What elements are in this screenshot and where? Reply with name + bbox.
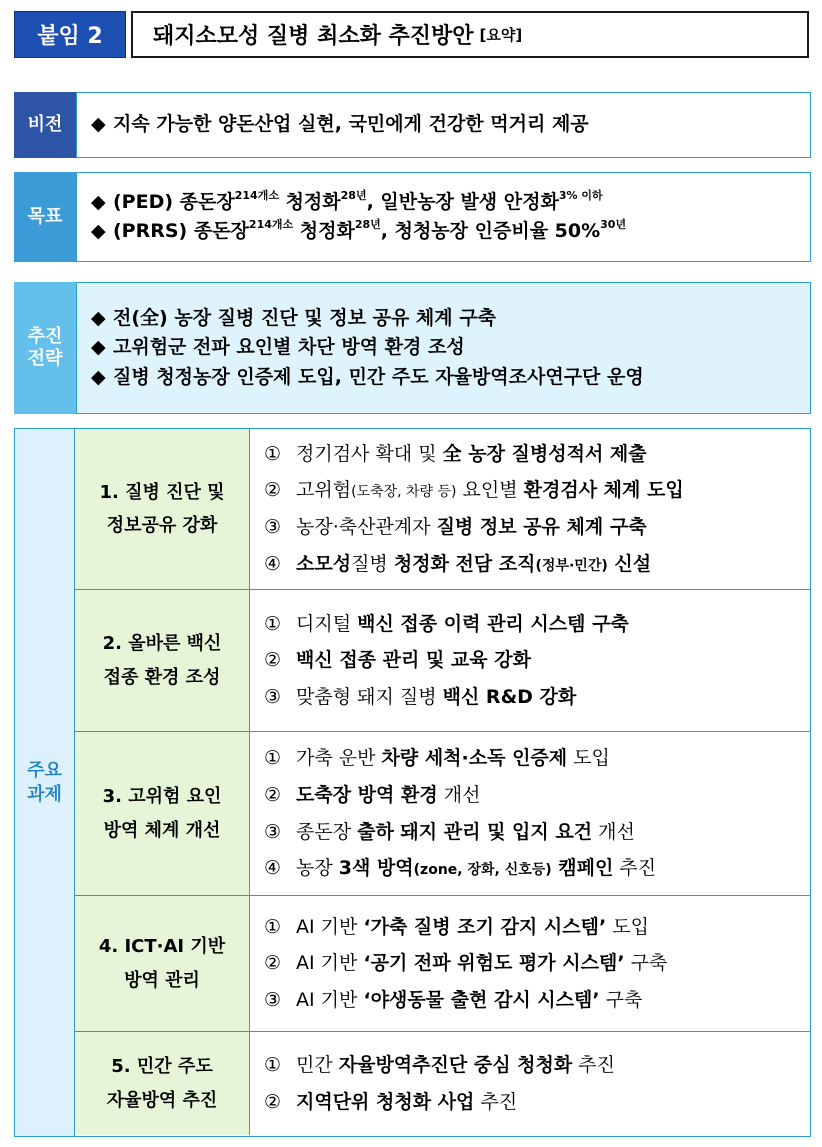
task-item-emphasis: 도축장 방역 환경 <box>296 783 438 806</box>
task-group-title-line: 5. 민간 주도 <box>111 1056 213 1078</box>
task-item-text: 종돈장 <box>296 820 358 843</box>
task-group-title-line: 3. 고위험 요인 <box>102 786 222 808</box>
goal-sup: 3% 이하 <box>558 188 603 202</box>
task-item-text: 구축 <box>624 952 668 975</box>
task-item-number: ① <box>264 747 282 770</box>
task-item <box>264 909 810 946</box>
key-tasks-label-line: 주요 <box>27 760 62 782</box>
task-item-text: 가축 운반 <box>296 747 382 770</box>
task-item <box>264 945 810 982</box>
task-item-number: ③ <box>264 820 282 843</box>
task-item-emphasis: 소모성 <box>296 552 352 575</box>
document-subtitle: [요약] <box>479 26 523 44</box>
goal-sup: 28년 <box>340 188 367 202</box>
task-group-title <box>75 429 250 589</box>
goal-sup: 28년 <box>354 218 381 231</box>
key-tasks-label-line: 과제 <box>27 783 62 805</box>
task-group-title <box>75 590 250 731</box>
task-group-title-line: 방역 관리 <box>124 969 200 991</box>
goal-text: 청정화 <box>278 190 341 213</box>
task-item-text: 개선 <box>437 783 481 806</box>
task-item <box>264 642 810 679</box>
task-item <box>264 546 810 583</box>
goal-sup: 30년 <box>600 218 627 231</box>
strategy-label <box>14 282 76 414</box>
goal-item <box>91 188 810 217</box>
strategy-text: 전(全) 농장 질병 진단 및 정보 공유 체계 구축 <box>113 306 496 329</box>
task-item-text: 요인별 <box>456 479 524 502</box>
diamond-bullet-icon: ◆ <box>91 306 106 329</box>
task-group-title <box>75 896 250 1031</box>
task-item <box>264 814 810 851</box>
vision-body <box>76 92 811 158</box>
task-item-emphasis: 출하 돼지 관리 및 입지 요건 <box>357 820 593 843</box>
goal-text: , 일반농장 발생 안정화 <box>366 190 559 213</box>
task-item-emphasis: 자율방역추진단 중심 청청화 <box>338 1053 573 1076</box>
goal-text: 청정화 <box>293 220 355 242</box>
strategy-text: 고위험군 전파 요인별 차단 방역 환경 조성 <box>113 336 465 359</box>
task-item-number: ④ <box>264 857 282 880</box>
task-item <box>264 777 810 814</box>
task-group-title-line: 정보공유 강화 <box>106 515 218 536</box>
goal-label: 목표 <box>14 172 76 262</box>
strategy-body <box>76 282 811 414</box>
task-item <box>264 472 810 509</box>
task-item-emphasis: 백신 R&D 강화 <box>442 685 577 708</box>
key-tasks-label <box>15 429 75 1136</box>
task-item-text: 도입 <box>606 915 649 938</box>
task-item-text: 민간 <box>296 1053 339 1076</box>
diamond-bullet-icon: ◆ <box>91 113 106 136</box>
task-item-number: ① <box>264 1053 282 1076</box>
vision-row <box>14 92 811 158</box>
task-group-title-line: 4. ICT·AI 기반 <box>98 936 226 958</box>
task-item <box>264 679 810 716</box>
attachment-badge: 붙임 2 <box>14 11 126 58</box>
task-item-emphasis: (정부·민간) <box>535 557 608 574</box>
diamond-bullet-icon: ◆ <box>91 365 106 388</box>
strategy-item <box>91 304 810 333</box>
goal-row <box>14 172 811 262</box>
task-item-emphasis: ‘야생동물 출현 감시 시스템’ <box>363 988 600 1011</box>
task-group-title-line: 방역 체계 개선 <box>103 819 221 841</box>
task-item-number: ② <box>264 649 282 672</box>
task-group <box>75 1031 810 1135</box>
task-item-number: ④ <box>264 552 282 575</box>
task-item <box>264 436 810 473</box>
task-item <box>264 509 810 546</box>
task-item-text: 추진 <box>613 857 657 880</box>
document-title: 돼지소모성 질병 최소화 추진방안 <box>153 24 474 49</box>
task-item <box>264 740 810 777</box>
task-group <box>75 895 810 1031</box>
task-item-number: ② <box>264 479 282 502</box>
strategy-text: 질병 청정농장 인증제 도입, 민간 주도 자율방역조사연구단 운영 <box>113 365 644 388</box>
diamond-bullet-icon: ◆ <box>91 190 106 213</box>
task-group-title-line: 2. 올바른 백신 <box>102 633 222 655</box>
task-item-text: 구축 <box>599 988 643 1011</box>
task-item-text: 디지털 <box>296 612 358 635</box>
task-item-emphasis: 3색 방역 <box>338 857 414 880</box>
task-item-text: 정기검사 확대 및 <box>296 442 443 465</box>
strategy-row <box>14 282 811 414</box>
task-item-text: 도입 <box>567 747 610 770</box>
task-item-emphasis: 질병 정보 공유 체계 구축 <box>436 516 647 538</box>
diamond-bullet-icon: ◆ <box>91 220 106 242</box>
strategy-label-line: 전략 <box>27 348 63 369</box>
task-item-number: ③ <box>264 685 282 708</box>
document-title-box <box>131 11 809 58</box>
task-item-number: ② <box>264 1090 282 1113</box>
task-item-emphasis: 청정화 전담 조직 <box>393 552 536 575</box>
goal-text: , 청청농장 인증비율 50% <box>380 220 601 242</box>
task-group-items <box>250 732 810 895</box>
diamond-bullet-icon: ◆ <box>91 336 106 359</box>
task-item-number: ③ <box>264 988 282 1011</box>
task-item-text: 농장 <box>296 857 339 880</box>
task-group <box>75 429 810 589</box>
strategy-item <box>91 333 810 362</box>
task-item-emphasis: (zone, 장화, 신호등) <box>413 862 552 879</box>
task-item-number: ① <box>264 442 282 465</box>
task-item-text: AI 기반 <box>296 952 364 975</box>
task-item-number: ③ <box>264 516 282 538</box>
task-item-emphasis: 지역단위 청청화 사업 <box>296 1090 475 1113</box>
task-item <box>264 850 810 887</box>
task-item-text: 농장·축산관계자 <box>296 516 437 538</box>
task-item <box>264 1047 810 1084</box>
task-item-emphasis: 캠페인 <box>551 857 614 880</box>
task-group-title <box>75 1032 250 1135</box>
task-group-items <box>250 1032 810 1135</box>
key-tasks-table <box>14 428 811 1137</box>
task-item-emphasis: 환경검사 체계 도입 <box>523 479 684 502</box>
task-group-title <box>75 732 250 895</box>
task-group <box>75 589 810 731</box>
task-item-emphasis: 백신 접종 이력 관리 시스템 구축 <box>357 612 629 635</box>
task-item-number: ② <box>264 952 282 975</box>
task-item-text: 개선 <box>592 820 635 843</box>
task-item-emphasis: ‘공기 전파 위험도 평가 시스템’ <box>363 952 625 975</box>
task-item-text: (도축장, 차량 등) <box>351 484 457 501</box>
task-item-number: ② <box>264 783 282 806</box>
goal-sup: 214개소 <box>248 218 294 231</box>
task-item-text: 추진 <box>572 1053 615 1076</box>
task-item <box>264 982 810 1019</box>
goal-item <box>91 217 810 246</box>
task-group-items <box>250 896 810 1031</box>
task-item-number: ① <box>264 612 282 635</box>
task-item <box>264 606 810 643</box>
task-item-emphasis: ‘가축 질병 조기 감지 시스템’ <box>363 915 607 938</box>
task-item-text: 추진 <box>474 1090 518 1113</box>
task-group-items <box>250 429 810 589</box>
task-group-items <box>250 590 810 731</box>
task-item-text: 맞춤형 돼지 질병 <box>296 685 443 708</box>
vision-text: 지속 가능한 양돈산업 실현, 국민에게 건강한 먹거리 제공 <box>113 113 589 136</box>
vision-label: 비전 <box>14 92 76 158</box>
goal-sup: 214개소 <box>234 188 279 202</box>
task-item-text: AI 기반 <box>296 915 364 938</box>
goal-body <box>76 172 811 262</box>
task-group <box>75 731 810 895</box>
task-item-emphasis: 백신 접종 관리 및 교육 강화 <box>296 649 531 672</box>
task-item-text: AI 기반 <box>296 988 364 1011</box>
task-item-number: ① <box>264 915 282 938</box>
task-item <box>264 1084 810 1121</box>
task-item-emphasis: 차량 세척·소독 인증제 <box>381 747 568 770</box>
task-group-title-line: 자율방역 추진 <box>106 1089 218 1111</box>
task-item-emphasis: 신설 <box>607 552 652 575</box>
task-item-emphasis: 全 농장 질병성적서 제출 <box>442 442 647 465</box>
task-item-text: 고위험 <box>296 479 352 502</box>
task-item-text: 질병 <box>351 552 394 575</box>
strategy-item <box>91 363 810 392</box>
goal-text: (PED) 종돈장 <box>113 190 235 213</box>
strategy-label-line: 추진 <box>27 325 63 347</box>
task-group-title-line: 1. 질병 진단 및 <box>99 481 225 503</box>
task-group-title-line: 접종 환경 조성 <box>103 666 221 688</box>
goal-text: (PRRS) 종돈장 <box>113 220 249 242</box>
